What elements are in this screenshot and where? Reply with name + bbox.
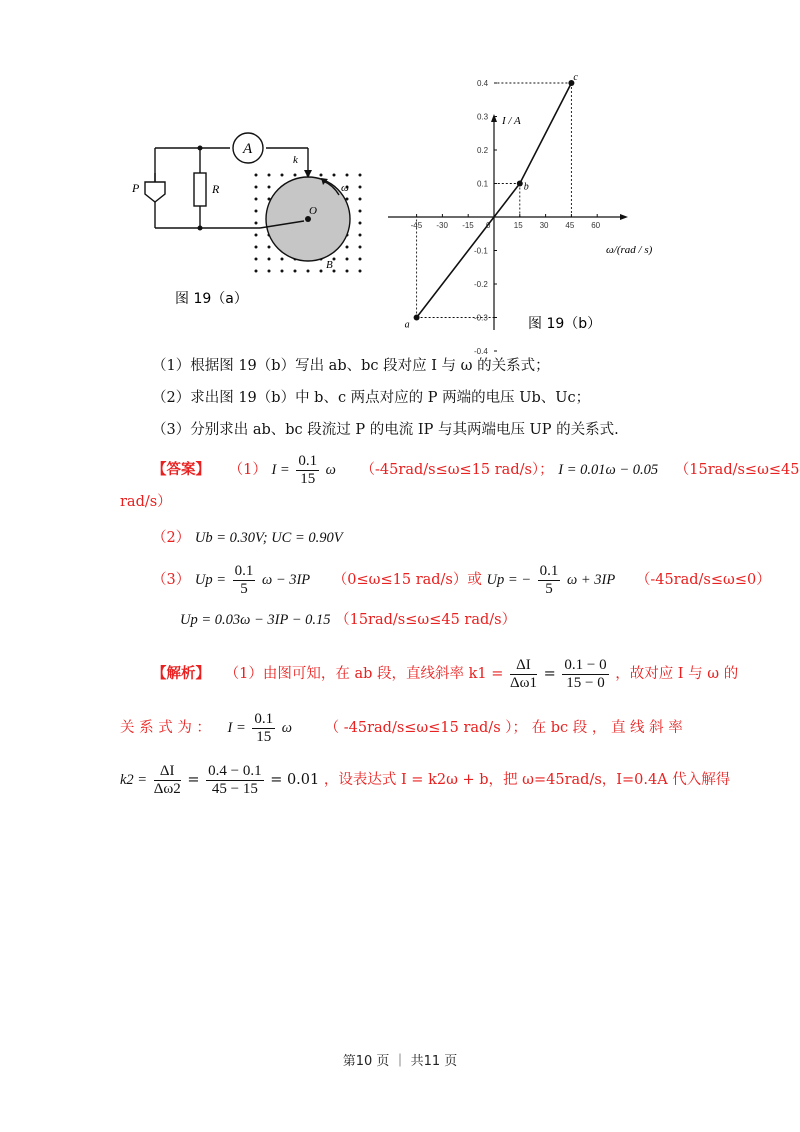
answer-1-eq1-lhs: I = <box>271 462 290 478</box>
answer-1-range-2: （15rad/s≤ω≤45 <box>674 462 800 478</box>
field-dot <box>268 246 271 249</box>
analysis-3-fraction-1 <box>154 763 181 798</box>
analysis-2-var: ω <box>281 720 293 736</box>
analysis-1-text: （1）由图可知，在 ab 段，直线斜率 k1 = <box>224 666 504 682</box>
field-dot <box>346 258 349 261</box>
analysis-3-tail: ，设表达式 I = k2ω + b，把 ω=45rad/s，I=0.4A 代入解得 <box>323 772 731 788</box>
fraction-numerator: 0.1 <box>234 562 254 579</box>
analysis-line-3 <box>120 760 730 800</box>
answer-3-eq2-fraction <box>538 563 561 598</box>
analysis-3-eq-sign: = <box>187 772 200 788</box>
figure-19a-caption: 图 19（a） <box>175 291 248 307</box>
fraction-numerator: 0.1 <box>539 562 559 579</box>
answer-3-range-3: （15rad/s≤ω≤45 rad/s） <box>335 612 517 628</box>
field-dot <box>359 222 362 225</box>
page-footer: 第10 页 ｜ 共11 页 <box>342 1054 458 1069</box>
answer-line-1 <box>152 452 800 488</box>
answer-1-range-1: （-45rad/s≤ω≤15 rad/s）； <box>360 462 554 478</box>
question-2: （2）求出图 19（b）中 b、c 两点对应的 P 两端的电压 Ub、Uc； <box>152 390 591 406</box>
question-1: （1）根据图 19（b）写出 ab、bc 段对应 I 与 ω 的关系式； <box>152 358 550 374</box>
fraction-denominator: 15 − 0 <box>566 674 605 691</box>
answer-line-2 <box>152 528 343 548</box>
fraction-numerator: 0.1 − 0 <box>564 656 607 673</box>
y-tick-label: -0.4 <box>474 347 488 356</box>
analysis-tag: 【解析】 <box>152 665 210 682</box>
answer-2-eq: Ub = 0.30V; UC = 0.90V <box>194 530 343 546</box>
figure-19b-chart <box>382 72 678 356</box>
x-tick-label: 30 <box>539 221 549 230</box>
analysis-2-tail: （ -45rad/s≤ω≤15 rad/s ）； 在 bc 段 ， 直 线 斜 率 <box>324 720 683 736</box>
analysis-3-result: = 0.01 <box>270 772 320 788</box>
analysis-line-1 <box>152 654 738 694</box>
analysis-1-fraction-2 <box>562 657 608 692</box>
y-tick-label: -0.3 <box>474 313 488 323</box>
field-dot <box>359 198 362 201</box>
y-tick-label: 0.3 <box>477 112 489 122</box>
fraction-numerator: 0.1 <box>298 452 318 469</box>
y-tick-label: 0.2 <box>477 146 489 155</box>
field-dot <box>307 270 310 273</box>
answer-1-eq1-var: ω <box>325 462 336 478</box>
field-dot <box>255 198 258 201</box>
analysis-1-eq-sign: = <box>543 666 556 682</box>
field-dot <box>255 270 258 273</box>
y-axis-label: I / A <box>502 115 521 127</box>
field-dot <box>255 258 258 261</box>
fraction-numerator: ΔI <box>154 763 181 781</box>
field-dot <box>333 258 336 261</box>
point-label-c: c <box>573 72 578 83</box>
point-label-a: a <box>404 319 410 331</box>
question-3: （3）分别求出 ab、bc 段流过 P 的电流 IP 与其两端电压 UP 的关系式. <box>152 422 619 438</box>
x-tick-label: 60 <box>591 221 601 230</box>
field-dot <box>281 258 284 261</box>
y-tick-label: 0.4 <box>477 79 489 88</box>
analysis-line-2 <box>120 708 683 748</box>
answer-1-eq1-fraction <box>296 453 319 488</box>
resistor-label: R <box>212 182 220 196</box>
answer-3-eq2-lhs: Up = − <box>486 572 532 588</box>
field-dot <box>281 174 284 177</box>
answer-3-eq1-rest: ω − 3IP <box>261 572 311 588</box>
fraction-numerator: 0.4 − 0.1 <box>208 762 262 779</box>
answer-2-prefix: （2） <box>152 530 191 546</box>
answer-3-eq1-lhs: Up = <box>194 572 226 588</box>
ammeter-label: A <box>243 141 253 157</box>
y-tick-label: -0.1 <box>474 246 488 256</box>
fraction-denominator: 5 <box>240 580 248 597</box>
answer-1-range-2-cont: rad/s） <box>120 494 172 510</box>
field-dot <box>359 186 362 189</box>
field-dot <box>255 210 258 213</box>
contact-k-label: k <box>293 154 298 166</box>
answer-3-range-2: （-45rad/s≤ω≤0） <box>635 572 771 588</box>
y-tick-label: -0.2 <box>474 280 488 289</box>
resistor-icon <box>194 173 206 206</box>
field-b-label: B <box>326 259 333 271</box>
element-p-label: P <box>132 181 140 195</box>
field-dot <box>320 174 323 177</box>
answer-line-3 <box>152 560 771 600</box>
field-dot <box>255 222 258 225</box>
field-dot <box>333 174 336 177</box>
x-tick-label: 45 <box>565 221 575 230</box>
field-dot <box>333 270 336 273</box>
answer-line-3b <box>180 610 516 630</box>
figure-19b-caption: 图 19（b） <box>528 316 602 332</box>
field-dot <box>359 270 362 273</box>
field-dot <box>255 246 258 249</box>
fraction-denominator: 15 <box>256 728 272 745</box>
field-dot <box>359 210 362 213</box>
figure-19a <box>120 118 370 318</box>
field-dot <box>268 186 271 189</box>
x-tick-label: 0 <box>486 221 491 230</box>
answer-3-eq1-fraction <box>233 563 256 598</box>
field-dot <box>268 270 271 273</box>
field-dot <box>320 270 323 273</box>
point-label-b: b <box>523 181 529 193</box>
analysis-3-fraction-2 <box>206 763 263 798</box>
fraction-denominator: 45 − 15 <box>211 780 258 797</box>
analysis-2-fraction <box>252 711 275 746</box>
answer-3-eq2-rest: ω + 3IP <box>567 572 616 588</box>
field-dot <box>346 246 349 249</box>
y-tick-label: 0.1 <box>477 179 489 189</box>
x-tick-label: 15 <box>513 221 523 230</box>
omega-label: ω <box>341 182 349 194</box>
field-dot <box>294 174 297 177</box>
answer-tag: 【答案】 <box>152 461 210 478</box>
field-dot <box>346 174 349 177</box>
x-tick-label: -45 <box>410 221 423 230</box>
field-dot <box>255 186 258 189</box>
fraction-denominator: Δω1 <box>509 674 537 691</box>
answer-3-eq3: Up = 0.03ω − 3IP − 0.15 <box>180 612 331 628</box>
answer-1-eq2: I = 0.01ω − 0.05 <box>558 462 659 478</box>
data-point-b <box>517 181 523 187</box>
field-dot <box>268 174 271 177</box>
field-dot <box>346 270 349 273</box>
field-dot <box>359 258 362 261</box>
analysis-2-head: 关 系 式 为 ： <box>120 720 211 736</box>
answer-3-range-1: （0≤ω≤15 rad/s）或 <box>332 572 482 588</box>
field-dot <box>307 174 310 177</box>
fraction-numerator: ΔI <box>510 657 537 675</box>
x-axis-label: ω/(rad / s) <box>606 244 653 256</box>
center-o-label: O <box>309 205 317 217</box>
field-dot <box>359 174 362 177</box>
analysis-1-fraction-1 <box>510 657 537 692</box>
x-tick-label: -15 <box>462 221 474 230</box>
field-dot <box>255 234 258 237</box>
field-dot <box>359 234 362 237</box>
analysis-1-tail: ，故对应 I 与 ω 的 <box>615 666 739 682</box>
fraction-denominator: 15 <box>300 470 316 487</box>
field-dot <box>268 258 271 261</box>
field-dot <box>281 270 284 273</box>
fraction-numerator: 0.1 <box>254 710 274 727</box>
fraction-denominator: Δω2 <box>153 780 181 797</box>
analysis-2-lhs: I = <box>227 720 246 736</box>
answer-3-prefix: （3） <box>152 572 191 588</box>
data-point-a <box>414 315 420 321</box>
analysis-3-lhs: k2 = <box>120 772 148 788</box>
fraction-denominator: 5 <box>545 580 553 597</box>
answer-1-prefix: （1） <box>228 462 267 478</box>
field-dot <box>255 174 258 177</box>
x-tick-label: -30 <box>436 221 448 230</box>
field-dot <box>359 246 362 249</box>
field-dot <box>294 270 297 273</box>
